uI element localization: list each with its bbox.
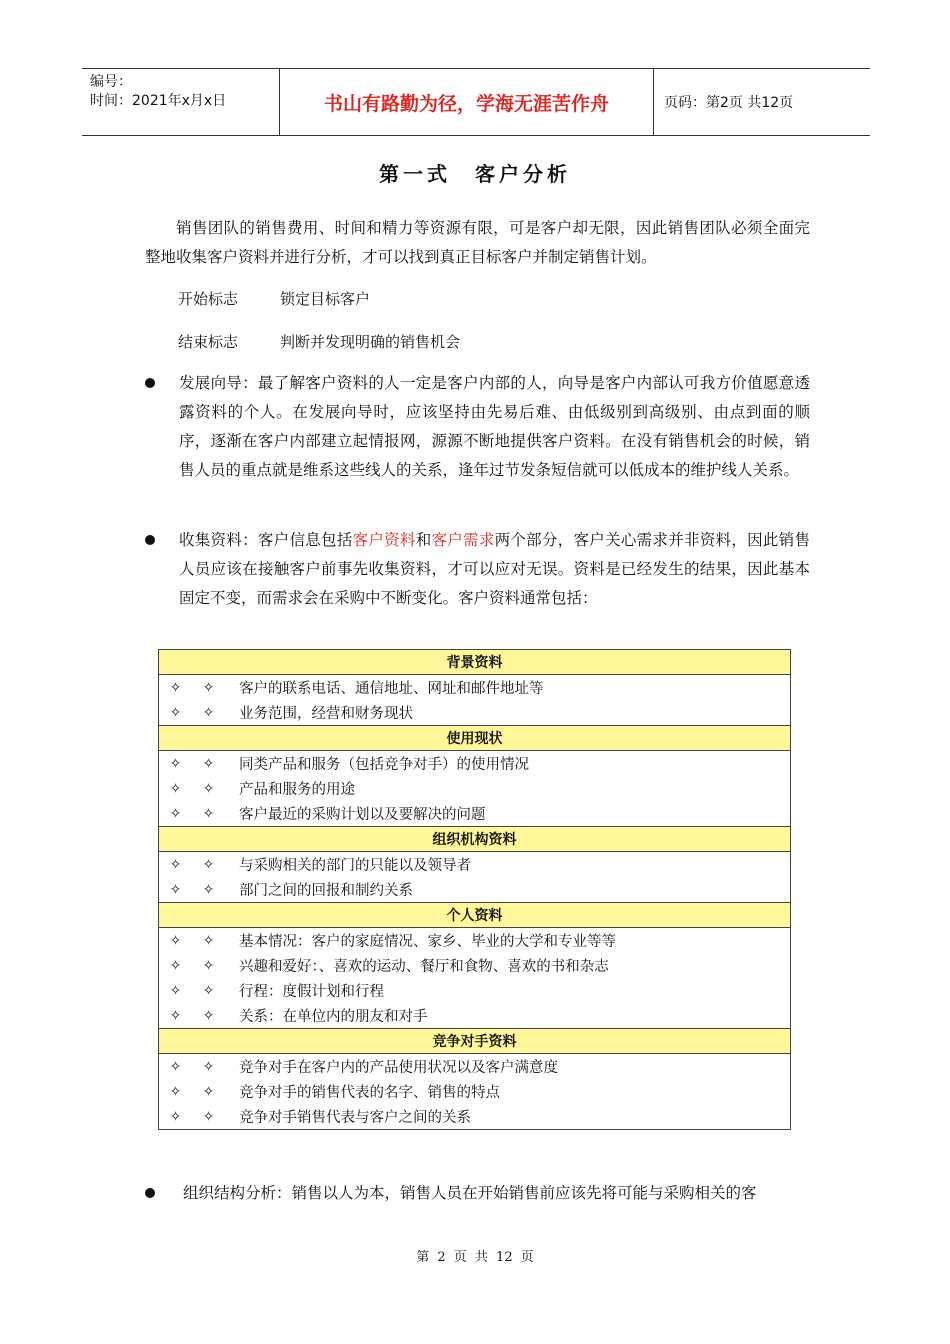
table-row [159,1054,790,1079]
table-row-text: 与采购相关的部门的只能以及领导者 [239,858,471,874]
table-row-text: 客户最近的采购计划以及要解决的问题 [239,807,486,823]
sparkle-bullet-icon: ✧ [169,704,182,721]
motto: 书山有路勤为径，学海无涯苦作舟 [280,69,654,135]
table-row [159,801,790,826]
page-header [82,68,870,136]
table-row-text: 行程：度假计划和行程 [239,984,384,1000]
table-row-text: 部门之间的回报和制约关系 [239,883,413,899]
table-section-header: 组织机构资料 [159,827,791,852]
page-title: 第一式 客户分析 [379,162,571,186]
end-value: 判断并发现明确的销售机会 [280,333,461,351]
sparkle-bullet-icon: ✧ [202,755,215,772]
bullet-dot-icon [145,378,155,388]
sparkle-bullet-icon: ✧ [169,1083,182,1100]
table-row-text: 关系：在单位内的朋友和对手 [239,1009,428,1025]
table-section-body [159,675,791,726]
time-label: 时间：2021年x月x日 [90,93,227,109]
sparkle-bullet-icon: ✧ [202,881,215,898]
table-section-header: 背景资料 [159,650,791,675]
table-row-text: 业务范围，经营和财务现状 [239,706,413,722]
table-row [159,953,790,978]
table-row-text: 竞争对手销售代表与客户之间的关系 [239,1110,471,1126]
table-section-body [159,1054,791,1130]
table-row [159,978,790,1003]
sparkle-bullet-icon: ✧ [169,856,182,873]
table-row [159,675,790,700]
table-row [159,700,790,725]
sparkle-bullet-icon: ✧ [169,982,182,999]
table-section-body [159,751,791,827]
sparkle-bullet-icon: ✧ [169,1108,182,1125]
bullet-guide-text: 发展向导：最了解客户资料的人一定是客户内部的人，向导是客户内部认可我方价值愿意透露资料的个人。在发展向导时，应该坚持由先易后难、由低级别到高级别、由点到面的顺序，逐渐在客户内部建立起情报网，源源不断地提供客户资料。在没有销售机会的时候，销售人员的重点就是维系这些线人的关系，逢年过节发条短信就可以低成本的维护线人关系。 [179,374,810,479]
table-row [159,928,790,953]
highlight-customer-data: 客户资料 [352,531,416,549]
intro-paragraph: 销售团队的销售费用、时间和精力等资源有限，可是客户却无限，因此销售团队必须全面完整地收集客户资料并进行分析，才可以找到真正目标客户并制定销售计划。 [145,219,810,266]
start-value: 锁定目标客户 [280,290,371,308]
end-marker [178,331,460,352]
customer-info-table [158,649,791,1130]
sparkle-bullet-icon: ✧ [202,1108,215,1125]
sparkle-bullet-icon: ✧ [202,1083,215,1100]
table-row [159,1104,790,1129]
table-row-text: 同类产品和服务（包括竞争对手）的使用情况 [239,757,529,773]
bullet-guide [145,369,810,485]
table-row-text: 兴趣和爱好：、喜欢的运动、餐厅和食物、喜欢的书和杂志 [239,959,609,975]
bullet-dot-icon [145,535,155,545]
bullet-collect [145,526,810,613]
header-meta [82,69,280,135]
sparkle-bullet-icon: ✧ [169,755,182,772]
sparkle-bullet-icon: ✧ [169,679,182,696]
start-key: 开始标志 [178,290,239,308]
number-label: 编号： [90,74,132,90]
table-row [159,1003,790,1028]
table-row-text: 产品和服务的用途 [239,782,355,798]
bullet-collect-text: 收集资料：客户信息包括客户资料和客户需求两个部分，客户关心需求并非资料，因此销售人员应该在接触客户前事先收集资料，才可以应对无误。资料是已经发生的结果，因此基本固定不变，而需求会在采购中不断变化。客户资料通常包括： [179,531,810,607]
end-key: 结束标志 [178,333,239,351]
table-row [159,776,790,801]
bullet-org-text: 组织结构分析：销售以人为本，销售人员在开始销售前应该先将可能与采购相关的客 [183,1184,757,1202]
sparkle-bullet-icon: ✧ [202,1058,215,1075]
sparkle-bullet-icon: ✧ [202,957,215,974]
bullet-dot-icon [145,1188,155,1198]
sparkle-bullet-icon: ✧ [169,805,182,822]
table-row-text: 基本情况：客户的家庭情况、家乡、毕业的大学和专业等等 [239,934,616,950]
sparkle-bullet-icon: ✧ [202,679,215,696]
table-row [159,877,790,902]
sparkle-bullet-icon: ✧ [169,881,182,898]
sparkle-bullet-icon: ✧ [202,932,215,949]
table-section-header: 使用现状 [159,726,791,751]
table-row-text: 竞争对手的销售代表的名字、销售的特点 [239,1085,500,1101]
page-footer: 第 2 页 共 12 页 [416,1250,534,1265]
sparkle-bullet-icon: ✧ [202,704,215,721]
table-section-body [159,852,791,903]
sparkle-bullet-icon: ✧ [202,982,215,999]
sparkle-bullet-icon: ✧ [169,957,182,974]
sparkle-bullet-icon: ✧ [202,780,215,797]
table-section-header: 竞争对手资料 [159,1029,791,1054]
bullet-org [145,1179,810,1208]
highlight-customer-needs: 客户需求 [431,531,495,549]
table-section-header: 个人资料 [159,903,791,928]
sparkle-bullet-icon: ✧ [169,1058,182,1075]
table-row [159,751,790,776]
sparkle-bullet-icon: ✧ [202,856,215,873]
page-label: 页码：第2页 共12页 [664,95,794,111]
sparkle-bullet-icon: ✧ [202,1007,215,1024]
sparkle-bullet-icon: ✧ [169,932,182,949]
sparkle-bullet-icon: ✧ [169,1007,182,1024]
table-row-text: 客户的联系电话、通信地址、网址和邮件地址等 [239,681,544,697]
table-section-body [159,928,791,1029]
start-marker [178,288,370,309]
sparkle-bullet-icon: ✧ [202,805,215,822]
table-row-text: 竞争对手在客户内的产品使用状况以及客户满意度 [239,1060,558,1076]
table-row [159,1079,790,1104]
table-row [159,852,790,877]
sparkle-bullet-icon: ✧ [169,780,182,797]
